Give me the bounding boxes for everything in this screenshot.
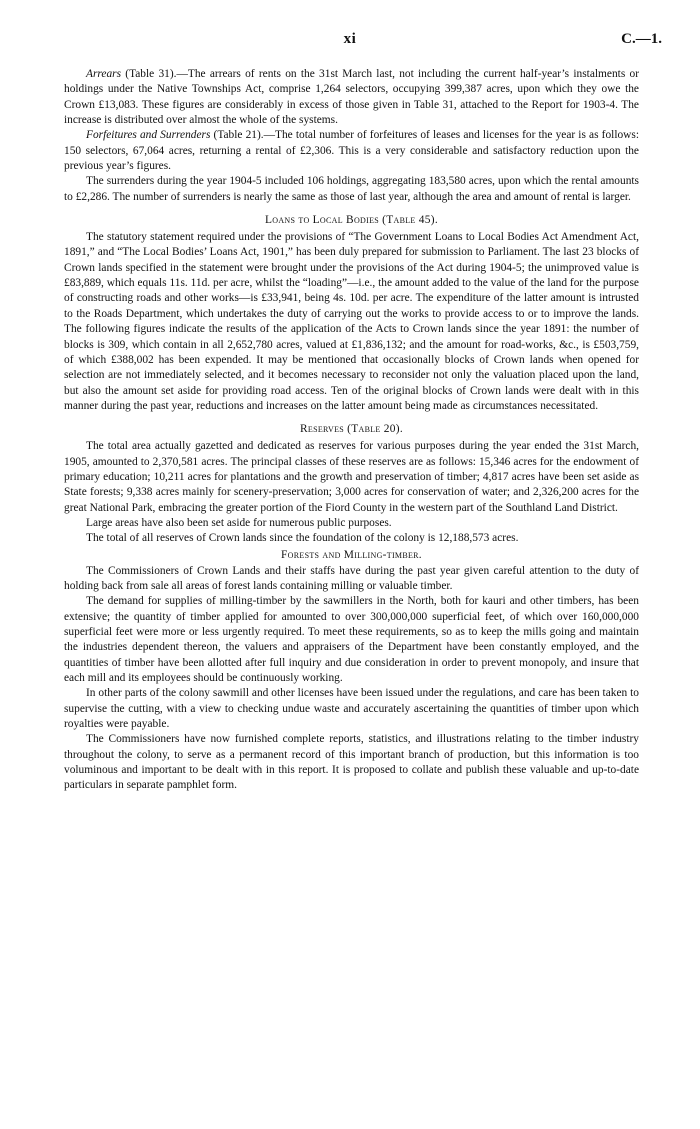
loans-paragraph: The statutory statement required under the provisions of “The Government Loans to Local Bodies Act Amendment Act, 1891,” and “The Local Bodies’ Loans Act, 1901,” has been duly prepared for submission to Parliament. The last 23 blocks of Crown lands specified in the statement were brought under the provisions of the Act during 1904-5; the unimproved value is £83,889, which equals 11s. 11d. per acre, whilst the “loading”—i.e., the amount added to the value of the land for the purpose of constructing roads and other works—is £33,941, being 4s. 10d. per acre. The expenditure of the latter amount is intrusted to the Roads Department, which undertakes the duty of carrying out the works to provide access to or to improve the lands. The following figures indicate the results of the application of the Acts to Crown lands since the year 1891: the number of blocks is 309, which contain in all 2,652,780 acres, valued at £1,836,132; and the amount for road-works, &c., is £503,759, of which £388,002 has been expended. It may be mentioned that occasionally blocks of Crown lands when opened for selection are not immediately selected, and it becomes necessary to reconsider not only the valuation placed upon the land, but also the amount set aside for providing road access. Ten of the original blocks of Crown lands were dealt with in this manner during the past year, reductions and increases on the latter amount being made as circumstances necessitated. [64,231,639,412]
reserves-paragraph-1: The total area actually gazetted and dedicated as reserves for various purposes during the year ended the 31st March, 1905, amounted to 2,370,581 acres. The principal classes of these reserves are as follows: 15,346 acres for the endowment of primary education; 10,211 acres for plantations and the growth and preservation of timber; 4,817 acres have been set aside as State forests; 9,338 acres mainly for scenery-preservation; 3,000 acres for conservation of water; and 2,326,200 acres for the great National Park, embracing the greater portion of the Fiord County in the western part of the Southland Land District. [64,440,639,514]
arrears-text: (Table 31).—The arrears of rents on the 31st March last, not including the current half-year’s instalments or holdings under the Native Townships Act, comprise 1,264 selectors, occupying 399,387 acres, upon which they owe the Crown £13,083. These figures are considerably in excess of those given in Table 31, attached to the Report for 1903-4. The increase is distributed over almost the whole of the systems. [64,68,639,127]
page-body [64,67,639,794]
surrenders-paragraph: The surrenders during the year 1904-5 included 106 holdings, aggregating 183,580 acres, upon which the rental amounts to £2,286. The number of surrenders is nearly the same as those of last year, although the area and amount of rental is larger. [64,175,639,203]
reserves-paragraph-3: The total of all reserves of Crown lands since the foundation of the colony is 12,188,573 acres. [86,532,519,545]
reserves-heading: Reserves (Table 20). [300,423,403,436]
document-reference: C.—1. [621,31,662,47]
forests-paragraph-4: The Commissioners have now furnished complete reports, statistics, and illustrations relating to the timber industry throughout the colony, to serve as a permanent record of this important branch of production, but this information is too voluminous and important to be dealt with in this report. It is proposed to collate and publish these valuable and up-to-date particulars in separate pamphlet form. [64,733,639,792]
arrears-paragraph [64,67,639,128]
arrears-lead: Arrears [86,68,122,80]
loans-heading: Loans to Local Bodies (Table 45). [265,214,438,227]
forests-heading: Forests and Milling-timber. [281,548,422,561]
forfeitures-paragraph [64,128,639,174]
page-number: xi [343,31,357,47]
forfeitures-lead: Forfeitures and Surrenders [86,129,211,142]
forests-paragraph-2: The demand for supplies of milling-timber by the sawmillers in the North, both for kauri and other timbers, has been extensive; the quantity of timber applied for amounted to over 300,000,000 superficial feet, of which over 160,000,000 superficial feet were more or less urgently required. To meet these requirements, so as to keep the mills going and maintain the industries dependent thereon, the valuers and appraisers of the Department have been constantly employed, and the quantities of timber have been allotted after full inquiry and due consideration in order to prevent monopoly, and insure that each mill and its employees should be continuously working. [64,595,639,685]
reserves-paragraph-2: Large areas have also been set aside for numerous public purposes. [86,516,392,529]
page-header [0,31,700,51]
forests-paragraph-3: In other parts of the colony sawmill and other licenses have been issued under the regulations, and care has been taken to supervise the cutting, with a view to checking undue waste and accurately ascertaining the quantities of timber upon which royalties were payable. [64,687,639,731]
forfeitures-text: (Table 21).—The total number of forfeitures of leases and licenses for the year is as follows: 150 selectors, 67,064 acres, returning a rental of £2,306. This is a very considerable and satisfactory reduction upon the previous year’s figures. [64,129,639,173]
forests-paragraph-1: The Commissioners of Crown Lands and their staffs have during the past year given careful attention to the duty of holding back from sale all areas of forest lands containing milling or valuable timber. [64,564,639,592]
